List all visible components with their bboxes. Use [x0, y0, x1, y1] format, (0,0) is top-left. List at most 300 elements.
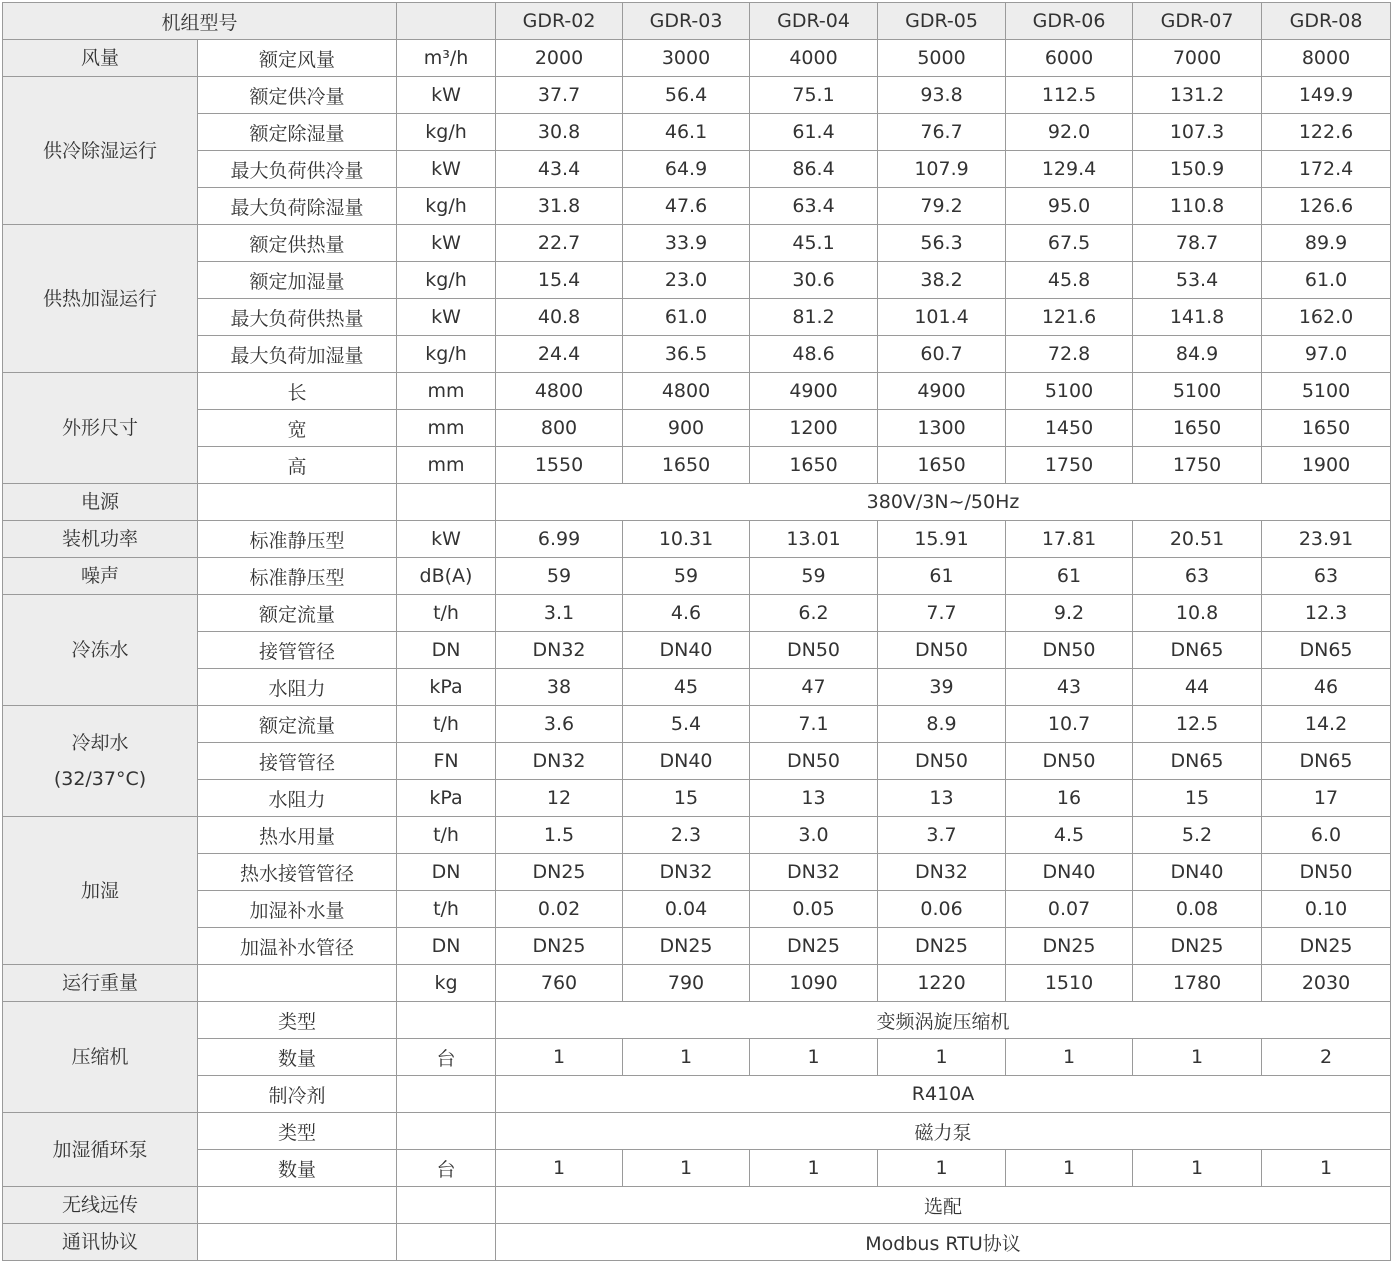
value-cell: 38	[496, 669, 623, 706]
value-cell: 31.8	[496, 188, 623, 225]
value-cell: 1220	[878, 965, 1006, 1002]
param-label: 加温补水管径	[198, 928, 397, 965]
value-cell: 7000	[1133, 40, 1262, 77]
value-cell: 89.9	[1262, 225, 1391, 262]
value-cell: 1650	[1133, 410, 1262, 447]
value-cell: DN40	[1006, 854, 1133, 891]
value-cell: 48.6	[750, 336, 878, 373]
table-row	[3, 299, 1391, 336]
unit-cell: kg/h	[397, 262, 496, 299]
value-cell: DN50	[878, 632, 1006, 669]
value-cell: 56.3	[878, 225, 1006, 262]
value-cell: 5100	[1006, 373, 1133, 410]
value-cell: 3.0	[750, 817, 878, 854]
param-label: 高	[198, 447, 397, 484]
merged-value-cell: 变频涡旋压缩机	[496, 1002, 1391, 1039]
value-cell: DN25	[750, 928, 878, 965]
value-cell: 61.0	[623, 299, 750, 336]
unit-cell: FN	[397, 743, 496, 780]
value-cell: 1650	[623, 447, 750, 484]
value-cell: 1090	[750, 965, 878, 1002]
value-cell: 0.08	[1133, 891, 1262, 928]
value-cell: 56.4	[623, 77, 750, 114]
table-row	[3, 521, 1391, 558]
table-row	[3, 1076, 1391, 1113]
unit-cell: kg	[397, 965, 496, 1002]
value-cell: 2	[1262, 1039, 1391, 1076]
value-cell: 63.4	[750, 188, 878, 225]
value-cell: 1	[623, 1150, 750, 1187]
value-cell: 10.31	[623, 521, 750, 558]
group-label: 压缩机	[3, 1002, 198, 1113]
value-cell: 81.2	[750, 299, 878, 336]
value-cell: 172.4	[1262, 151, 1391, 188]
group-label: 无线远传	[3, 1187, 198, 1224]
unit-cell: t/h	[397, 817, 496, 854]
param-label: 额定流量	[198, 706, 397, 743]
value-cell: 4.5	[1006, 817, 1133, 854]
unit-cell: t/h	[397, 595, 496, 632]
value-cell: 5100	[1133, 373, 1262, 410]
table-row	[3, 373, 1391, 410]
param-label	[198, 484, 397, 521]
value-cell: 141.8	[1133, 299, 1262, 336]
table-row	[3, 817, 1391, 854]
value-cell: 3.1	[496, 595, 623, 632]
unit-cell: kW	[397, 225, 496, 262]
value-cell: 1.5	[496, 817, 623, 854]
value-cell: 13	[750, 780, 878, 817]
value-cell: DN50	[750, 632, 878, 669]
param-label: 标准静压型	[198, 558, 397, 595]
param-label: 接管管径	[198, 743, 397, 780]
value-cell: 30.8	[496, 114, 623, 151]
header-title: 机组型号	[3, 3, 397, 40]
value-cell: 122.6	[1262, 114, 1391, 151]
value-cell: 47	[750, 669, 878, 706]
value-cell: 1	[1133, 1039, 1262, 1076]
value-cell: 59	[496, 558, 623, 595]
value-cell: DN25	[1133, 928, 1262, 965]
value-cell: 1	[1006, 1039, 1133, 1076]
merged-value-cell: 380V/3N~/50Hz	[496, 484, 1391, 521]
group-label: 冷冻水	[3, 595, 198, 706]
unit-cell	[397, 1076, 496, 1113]
group-label-line1: 冷却水	[71, 732, 129, 754]
value-cell: 10.8	[1133, 595, 1262, 632]
param-label: 最大负荷供热量	[198, 299, 397, 336]
param-label: 额定供冷量	[198, 77, 397, 114]
header-row	[3, 3, 1391, 40]
value-cell: 59	[623, 558, 750, 595]
table-row	[3, 40, 1391, 77]
group-label: 供热加湿运行	[3, 225, 198, 373]
unit-cell	[397, 1224, 496, 1261]
value-cell: DN50	[878, 743, 1006, 780]
value-cell: 2000	[496, 40, 623, 77]
param-label: 水阻力	[198, 669, 397, 706]
value-cell: 92.0	[1006, 114, 1133, 151]
value-cell: 17.81	[1006, 521, 1133, 558]
group-label: 加湿	[3, 817, 198, 965]
value-cell: 112.5	[1006, 77, 1133, 114]
value-cell: 75.1	[750, 77, 878, 114]
value-cell: 78.7	[1133, 225, 1262, 262]
value-cell: 9.2	[1006, 595, 1133, 632]
table-row	[3, 669, 1391, 706]
value-cell: 12	[496, 780, 623, 817]
value-cell: 790	[623, 965, 750, 1002]
group-label	[3, 706, 198, 817]
value-cell: 4900	[878, 373, 1006, 410]
model-header: GDR-06	[1006, 3, 1133, 40]
unit-cell: kW	[397, 77, 496, 114]
unit-cell: mm	[397, 373, 496, 410]
value-cell: 79.2	[878, 188, 1006, 225]
group-label-line2: (32/37°C)	[53, 768, 147, 790]
value-cell: 16	[1006, 780, 1133, 817]
merged-value-cell: Modbus RTU协议	[496, 1224, 1391, 1261]
value-cell: DN50	[1262, 854, 1391, 891]
value-cell: DN25	[878, 928, 1006, 965]
table-row	[3, 1187, 1391, 1224]
value-cell: 1450	[1006, 410, 1133, 447]
unit-cell	[397, 1002, 496, 1039]
value-cell: 93.8	[878, 77, 1006, 114]
value-cell: 22.7	[496, 225, 623, 262]
value-cell: 13	[878, 780, 1006, 817]
value-cell: 150.9	[1133, 151, 1262, 188]
value-cell: 36.5	[623, 336, 750, 373]
value-cell: 7.7	[878, 595, 1006, 632]
unit-cell	[397, 1113, 496, 1150]
value-cell: 1750	[1133, 447, 1262, 484]
value-cell: 7.1	[750, 706, 878, 743]
table-row	[3, 1150, 1391, 1187]
table-row	[3, 1224, 1391, 1261]
value-cell: 1650	[878, 447, 1006, 484]
unit-cell	[397, 1187, 496, 1224]
model-header: GDR-04	[750, 3, 878, 40]
model-header: GDR-08	[1262, 3, 1391, 40]
value-cell: 13.01	[750, 521, 878, 558]
value-cell: DN40	[1133, 854, 1262, 891]
value-cell: DN65	[1133, 743, 1262, 780]
value-cell: 86.4	[750, 151, 878, 188]
value-cell: 5.2	[1133, 817, 1262, 854]
value-cell: 1	[750, 1150, 878, 1187]
value-cell: 107.3	[1133, 114, 1262, 151]
value-cell: 1	[878, 1039, 1006, 1076]
table-row	[3, 558, 1391, 595]
table-row	[3, 262, 1391, 299]
value-cell: 15.4	[496, 262, 623, 299]
value-cell: DN32	[496, 743, 623, 780]
param-label: 热水接管管径	[198, 854, 397, 891]
value-cell: 39	[878, 669, 1006, 706]
value-cell: 45.8	[1006, 262, 1133, 299]
param-label: 标准静压型	[198, 521, 397, 558]
value-cell: 33.9	[623, 225, 750, 262]
value-cell: 43.4	[496, 151, 623, 188]
param-label: 数量	[198, 1039, 397, 1076]
table-row	[3, 706, 1391, 743]
value-cell: 59	[750, 558, 878, 595]
table-row	[3, 225, 1391, 262]
value-cell: DN65	[1133, 632, 1262, 669]
unit-cell: mm	[397, 410, 496, 447]
value-cell: 2030	[1262, 965, 1391, 1002]
param-label: 最大负荷供冷量	[198, 151, 397, 188]
value-cell: 1750	[1006, 447, 1133, 484]
table-row	[3, 965, 1391, 1002]
value-cell: 129.4	[1006, 151, 1133, 188]
param-label: 最大负荷除湿量	[198, 188, 397, 225]
value-cell: 10.7	[1006, 706, 1133, 743]
value-cell: 0.07	[1006, 891, 1133, 928]
value-cell: 1	[496, 1039, 623, 1076]
param-label: 宽	[198, 410, 397, 447]
unit-cell: dB(A)	[397, 558, 496, 595]
table-row	[3, 1113, 1391, 1150]
value-cell: DN25	[1006, 928, 1133, 965]
param-label: 制冷剂	[198, 1076, 397, 1113]
model-header: GDR-02	[496, 3, 623, 40]
value-cell: 17	[1262, 780, 1391, 817]
value-cell: 76.7	[878, 114, 1006, 151]
value-cell: 126.6	[1262, 188, 1391, 225]
value-cell: 8.9	[878, 706, 1006, 743]
param-label: 数量	[198, 1150, 397, 1187]
value-cell: 61	[1006, 558, 1133, 595]
value-cell: 3.7	[878, 817, 1006, 854]
value-cell: DN25	[496, 928, 623, 965]
merged-value-cell: 磁力泵	[496, 1113, 1391, 1150]
param-label: 接管管径	[198, 632, 397, 669]
value-cell: 46.1	[623, 114, 750, 151]
table-row	[3, 151, 1391, 188]
value-cell: 110.8	[1133, 188, 1262, 225]
value-cell: 1	[750, 1039, 878, 1076]
group-label: 风量	[3, 40, 198, 77]
table-row	[3, 1002, 1391, 1039]
param-label: 类型	[198, 1113, 397, 1150]
value-cell: 0.10	[1262, 891, 1391, 928]
value-cell: 1	[878, 1150, 1006, 1187]
value-cell: 8000	[1262, 40, 1391, 77]
value-cell: 97.0	[1262, 336, 1391, 373]
table-row	[3, 77, 1391, 114]
group-label: 供冷除湿运行	[3, 77, 198, 225]
value-cell: 45	[623, 669, 750, 706]
unit-cell: 台	[397, 1150, 496, 1187]
value-cell: 900	[623, 410, 750, 447]
value-cell: 5000	[878, 40, 1006, 77]
table-row	[3, 484, 1391, 521]
group-label: 噪声	[3, 558, 198, 595]
value-cell: 1510	[1006, 965, 1133, 1002]
unit-cell: kW	[397, 521, 496, 558]
value-cell: 63	[1262, 558, 1391, 595]
table-row	[3, 336, 1391, 373]
table-row	[3, 632, 1391, 669]
value-cell: 1200	[750, 410, 878, 447]
value-cell: 2.3	[623, 817, 750, 854]
value-cell: 43	[1006, 669, 1133, 706]
unit-cell: t/h	[397, 706, 496, 743]
table-row	[3, 891, 1391, 928]
value-cell: 162.0	[1262, 299, 1391, 336]
value-cell: 1900	[1262, 447, 1391, 484]
value-cell: DN25	[623, 928, 750, 965]
table-row	[3, 410, 1391, 447]
table-row	[3, 928, 1391, 965]
value-cell: 60.7	[878, 336, 1006, 373]
value-cell: 12.3	[1262, 595, 1391, 632]
value-cell: 5100	[1262, 373, 1391, 410]
table-row	[3, 595, 1391, 632]
value-cell: 23.91	[1262, 521, 1391, 558]
value-cell: DN40	[623, 743, 750, 780]
param-label: 额定供热量	[198, 225, 397, 262]
unit-cell: kg/h	[397, 114, 496, 151]
value-cell: 63	[1133, 558, 1262, 595]
param-label	[198, 965, 397, 1002]
value-cell: 20.51	[1133, 521, 1262, 558]
value-cell: 45.1	[750, 225, 878, 262]
unit-cell: kW	[397, 299, 496, 336]
value-cell: 30.6	[750, 262, 878, 299]
unit-cell: mm	[397, 447, 496, 484]
value-cell: DN50	[750, 743, 878, 780]
value-cell: 0.02	[496, 891, 623, 928]
model-header: GDR-03	[623, 3, 750, 40]
value-cell: 24.4	[496, 336, 623, 373]
unit-cell: DN	[397, 928, 496, 965]
unit-cell: kPa	[397, 669, 496, 706]
unit-cell	[397, 484, 496, 521]
table-row	[3, 780, 1391, 817]
value-cell: 46	[1262, 669, 1391, 706]
group-label: 外形尺寸	[3, 373, 198, 484]
value-cell: 47.6	[623, 188, 750, 225]
value-cell: 4800	[496, 373, 623, 410]
value-cell: 1650	[1262, 410, 1391, 447]
value-cell: 4000	[750, 40, 878, 77]
value-cell: 53.4	[1133, 262, 1262, 299]
value-cell: 4800	[623, 373, 750, 410]
unit-cell: 台	[397, 1039, 496, 1076]
table-row	[3, 854, 1391, 891]
value-cell: DN32	[496, 632, 623, 669]
value-cell: 1650	[750, 447, 878, 484]
value-cell: DN65	[1262, 632, 1391, 669]
value-cell: 1	[1006, 1150, 1133, 1187]
param-label	[198, 1187, 397, 1224]
unit-cell: kW	[397, 151, 496, 188]
value-cell: 6.0	[1262, 817, 1391, 854]
table-row	[3, 447, 1391, 484]
value-cell: 14.2	[1262, 706, 1391, 743]
group-label: 电源	[3, 484, 198, 521]
group-label: 加湿循环泵	[3, 1113, 198, 1187]
unit-cell: m³/h	[397, 40, 496, 77]
value-cell: 61	[878, 558, 1006, 595]
value-cell: DN32	[878, 854, 1006, 891]
value-cell: 23.0	[623, 262, 750, 299]
value-cell: DN25	[496, 854, 623, 891]
value-cell: 1	[1262, 1150, 1391, 1187]
value-cell: 3000	[623, 40, 750, 77]
value-cell: 4.6	[623, 595, 750, 632]
value-cell: 40.8	[496, 299, 623, 336]
unit-cell: DN	[397, 854, 496, 891]
value-cell: 131.2	[1133, 77, 1262, 114]
table-row	[3, 743, 1391, 780]
param-label	[198, 1224, 397, 1261]
param-label: 额定流量	[198, 595, 397, 632]
model-header: GDR-07	[1133, 3, 1262, 40]
value-cell: DN40	[623, 632, 750, 669]
value-cell: 6.99	[496, 521, 623, 558]
value-cell: 121.6	[1006, 299, 1133, 336]
value-cell: 15.91	[878, 521, 1006, 558]
group-label: 运行重量	[3, 965, 198, 1002]
value-cell: DN50	[1006, 743, 1133, 780]
value-cell: 5.4	[623, 706, 750, 743]
value-cell: 6000	[1006, 40, 1133, 77]
value-cell: 1	[1133, 1150, 1262, 1187]
value-cell: 149.9	[1262, 77, 1391, 114]
value-cell: 72.8	[1006, 336, 1133, 373]
table-row	[3, 114, 1391, 151]
param-label: 水阻力	[198, 780, 397, 817]
unit-cell: kPa	[397, 780, 496, 817]
value-cell: 0.06	[878, 891, 1006, 928]
value-cell: 44	[1133, 669, 1262, 706]
param-label: 额定风量	[198, 40, 397, 77]
value-cell: DN32	[750, 854, 878, 891]
value-cell: 3.6	[496, 706, 623, 743]
value-cell: 0.05	[750, 891, 878, 928]
value-cell: 12.5	[1133, 706, 1262, 743]
value-cell: 101.4	[878, 299, 1006, 336]
value-cell: DN65	[1262, 743, 1391, 780]
value-cell: 1300	[878, 410, 1006, 447]
value-cell: 61.4	[750, 114, 878, 151]
header-unit	[397, 3, 496, 40]
value-cell: 1	[496, 1150, 623, 1187]
unit-cell: kg/h	[397, 188, 496, 225]
value-cell: 15	[1133, 780, 1262, 817]
group-label: 通讯协议	[3, 1224, 198, 1261]
param-label: 额定除湿量	[198, 114, 397, 151]
merged-value-cell: R410A	[496, 1076, 1391, 1113]
param-label: 类型	[198, 1002, 397, 1039]
value-cell: 760	[496, 965, 623, 1002]
value-cell: 38.2	[878, 262, 1006, 299]
param-label: 热水用量	[198, 817, 397, 854]
value-cell: 4900	[750, 373, 878, 410]
value-cell: 61.0	[1262, 262, 1391, 299]
spec-table	[2, 2, 1391, 1261]
unit-cell: t/h	[397, 891, 496, 928]
value-cell: 37.7	[496, 77, 623, 114]
value-cell: 1	[623, 1039, 750, 1076]
param-label: 最大负荷加湿量	[198, 336, 397, 373]
value-cell: 0.04	[623, 891, 750, 928]
value-cell: 15	[623, 780, 750, 817]
